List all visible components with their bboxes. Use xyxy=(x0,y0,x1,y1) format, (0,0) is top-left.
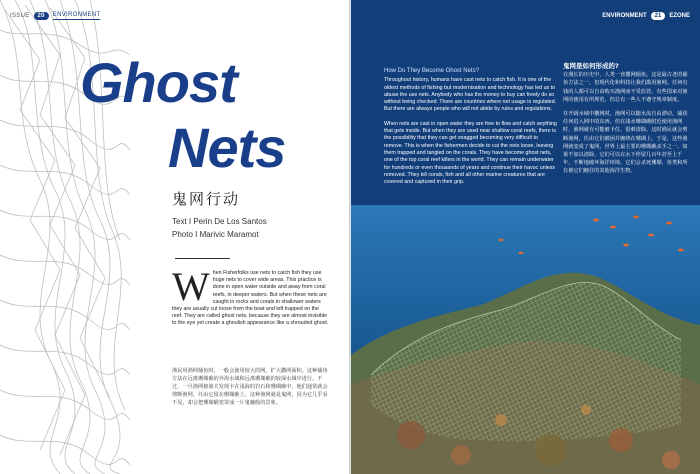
right-page-header xyxy=(602,10,690,22)
intro-paragraph-cn: 渔民用渔网捕鱼时，一般会使用较大的网，扩大撒网面积。这种捕鱼方法在远离珊瑚礁的外海水域和远离珊瑚礁的较深水域中进行。不过，一旦渔网被渔夫发现卡在浅海的岩石和珊瑚礁中，他们通常就会剪断渔网，任由它留在珊瑚礁上。这种渔网就是鬼网，因为它几乎看不见，却会把珊瑚礁笼罩成一片鬼魅般的景象。 xyxy=(172,368,328,406)
intro-paragraph-en xyxy=(172,264,330,328)
page-number-right: 21 xyxy=(651,12,666,20)
paragraph-1-cn: 在漫长的历史中，人类一直撒网捕鱼。这是最古老的捕鱼方法之一，但现代化和科技让我们滥用渔网。任何有钱的人都可以自由购买渔网而不受监管。有些国家对渔网的使用有所规范，但总有一些人不遵守规章制度。 xyxy=(563,72,688,103)
paragraph-1-en: Throughout history, humans have cast nets to catch fish. It is one of the oldest methods of fishing but modernisation and technology has led us to abuse the use nets. Anybody who has the money to buy can freely do so without being checked. There are countries where net usage is regulated. But there are always people who will not abide by rules and regulations. xyxy=(384,77,557,113)
byline-photo: Photo I Marivic Maramot xyxy=(172,230,259,239)
question-heading-en: How Do They Become Ghost Nets? xyxy=(384,68,479,74)
drop-cap: W xyxy=(172,264,210,309)
issue-label-right: EZONE xyxy=(669,13,690,19)
byline xyxy=(172,215,267,241)
byline-text: Text I Perin De Los Santos xyxy=(172,217,267,226)
title-line-1: Ghost xyxy=(80,51,237,114)
question-heading-cn: 鬼网是如何形成的? xyxy=(563,62,619,70)
intro-text-en: hen Fisherfolks use nets to catch fish they use huge nets to cover wide areas. This practice is done in open water outside and away from coral reefs, in deeper waters. But when these nets are caught in rocks and corals in shallower waters they are usually cut loose from the boat and left trapped on the reef. They are called ghost nets, because they are almost invisible to the eye yet create a ghoulish appearance like a shrouded ghost. xyxy=(172,270,329,327)
underwater-photo xyxy=(351,205,700,474)
left-page-header xyxy=(10,10,100,22)
section-label-right: ENVIRONMENT xyxy=(602,13,647,19)
title-line-2: Nets xyxy=(168,116,286,179)
right-page xyxy=(351,0,700,474)
issue-label: ISSUE xyxy=(10,13,30,19)
paragraph-2-en: When nets are cast in open water they are free to flow and catch anything that gets inside. But when they are used near shallow coral reefs, there is the possibility that they can get snagged becoming very difficult to remove. This is when the fishermen decide to cut the nets loose, leaving them trapped and tangled on the corals. They have become ghost nets, one of the top coral reef killers in the world. They can remain underwater for hundreds or even thousands of years and continue their havoc unless removed. They kill corals, fish and all other marine creatures that are covered and captured in their grip. xyxy=(384,120,557,186)
english-column xyxy=(384,68,558,193)
page-number: 20 xyxy=(34,12,49,20)
divider xyxy=(175,258,230,259)
title-chinese: 鬼网行动 xyxy=(172,190,241,208)
paragraph-2-cn: 在开阔水域中撒网时，渔网可以随水流自由漂动，捕获任何进入网中的东西。但在浅水珊瑚礁附近使用渔网时，渔网就有可能被卡住，很难清除。这时渔民就会剪断渔网，任由它们被困并缠绕在珊瑚上。于是，这些渔网就变成了鬼网，世界上最主要的珊瑚礁杀手之一。如果不加以清除，它们可以在水下停留几百年甚至上千年，不断地破坏海洋环境。它们会杀死珊瑚、鱼类和所有被它们缠住的其他海洋生物。 xyxy=(563,111,688,175)
left-page xyxy=(0,0,349,474)
chinese-column xyxy=(563,62,688,182)
section-label: ENVIRONMENT xyxy=(52,12,101,18)
